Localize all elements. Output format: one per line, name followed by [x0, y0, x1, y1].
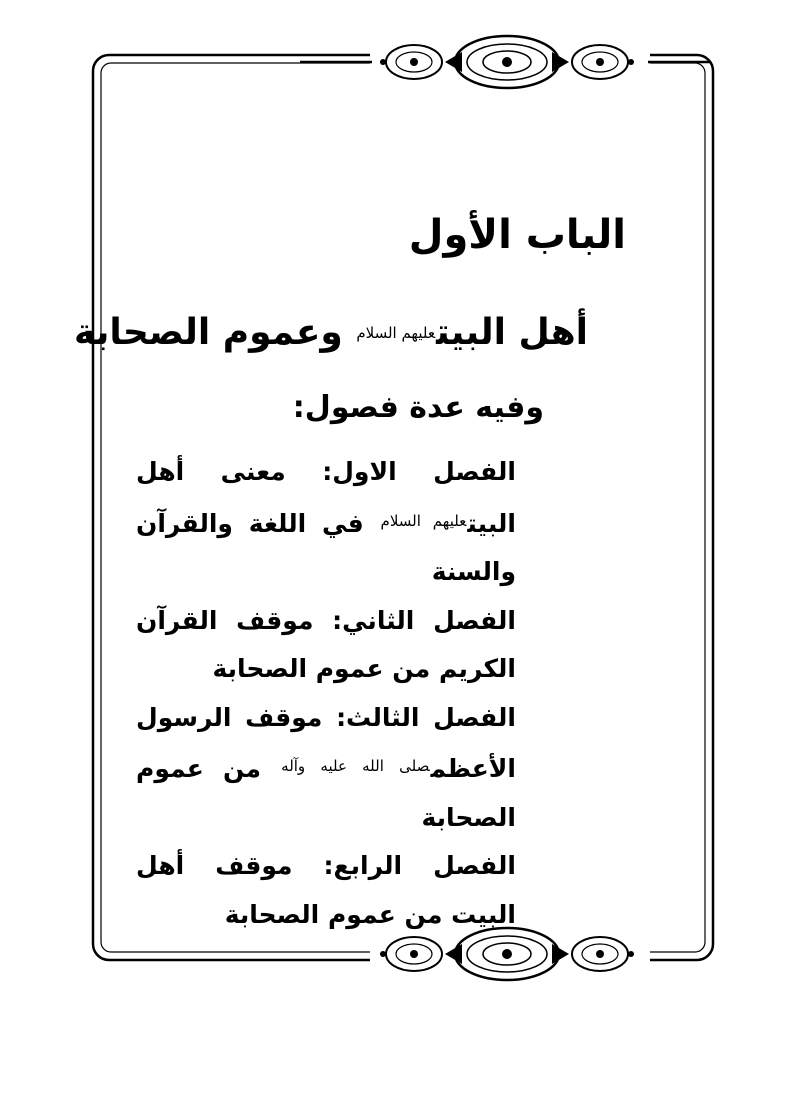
chapter-text-rest: من عموم الصحابة — [136, 754, 516, 832]
chapter-honorific: صلى الله عليه وآله — [281, 757, 430, 775]
chapter-label: الفصل الثاني: — [332, 605, 516, 635]
chapter-honorific: عليهم السلام — [380, 511, 467, 530]
chapter-text: موقف أهل البيت من عموم الصحابة — [136, 851, 516, 929]
subtitle-honorific: عليهم السلام — [356, 324, 436, 342]
chapter-title: الباب الأول — [408, 212, 626, 258]
top-ornament-icon — [300, 36, 710, 88]
chapter-text: موقف الرسول الأعظم — [136, 702, 516, 783]
chapter-item-4 — [136, 842, 516, 939]
chapter-text-rest: في اللغة والقرآن والسنة — [136, 508, 516, 586]
chapter-label: الفصل الثالث: — [336, 702, 516, 732]
subtitle-part-2: وعموم الصحابة — [74, 312, 343, 353]
chapter-subtitle — [74, 312, 588, 353]
chapter-item-1 — [136, 448, 516, 597]
chapter-label: الفصل الاول: — [322, 457, 516, 486]
chapter-text: معنى أهل البيت — [136, 457, 516, 538]
chapter-label: الفصل الرابع: — [323, 851, 516, 880]
chapter-item-3 — [136, 694, 516, 843]
chapters-list — [136, 448, 516, 939]
subtitle-part-1: أهل البيت — [436, 312, 588, 353]
chapter-item-2 — [136, 597, 516, 694]
chapters-intro: وفيه عدة فصول: — [292, 390, 544, 425]
chapter-text: موقف القرآن الكريم من عموم الصحابة — [136, 605, 516, 683]
